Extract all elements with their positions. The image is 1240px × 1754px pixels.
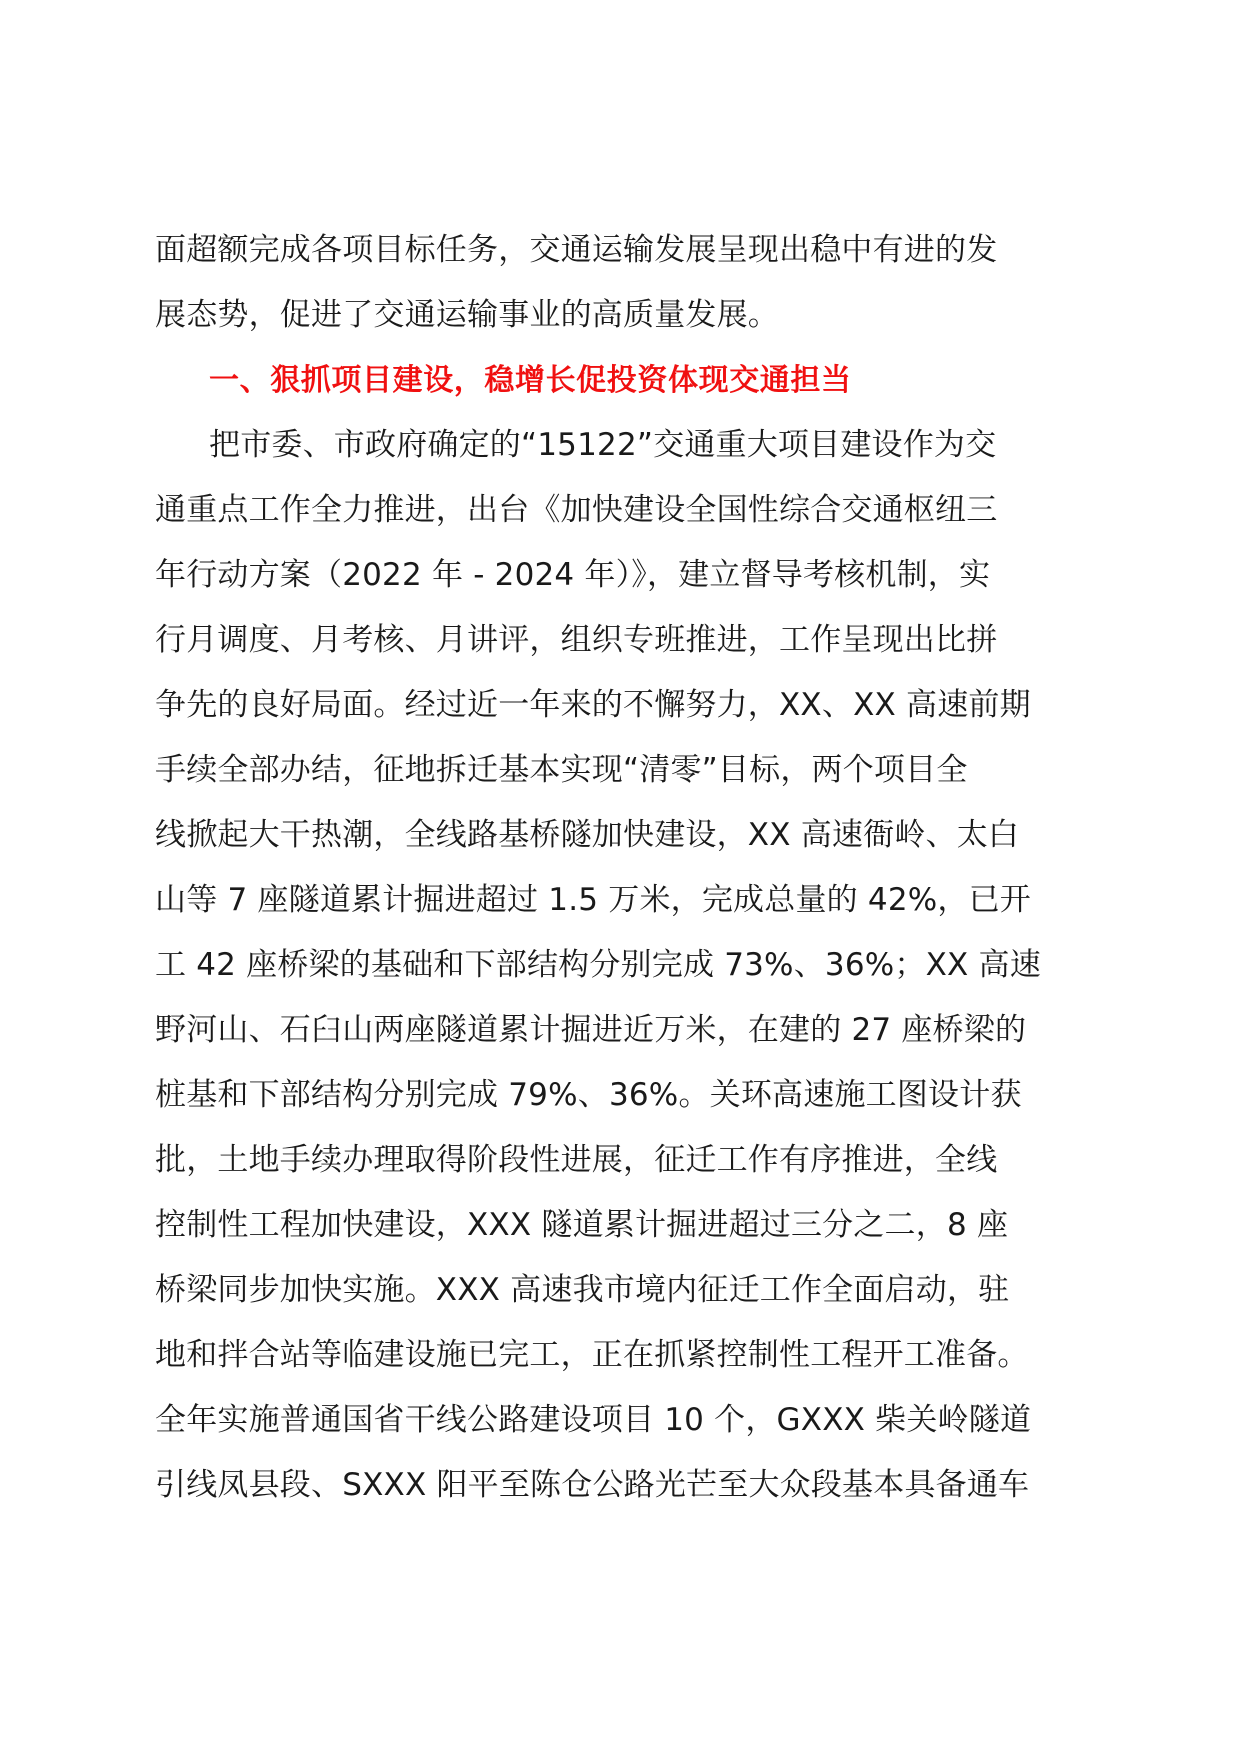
body-line-15: 地和拌合站等临建设施已完工，正在抓紧控制性工程开工准备。 [155,1337,1029,1373]
body-line-5: 争先的良好局面。经过近一年来的不懈努力，XX、XX 高速前期 [155,687,1031,723]
body-line-3: 年行动方案（2022 年 - 2024 年）》，建立督导考核机制，实 [155,557,991,593]
body-line-16: 全年实施普通国省干线公路建设项目 10 个，GXXX 柴关岭隧道 [155,1402,1032,1438]
intro-line-1: 面超额完成各项目标任务，交通运输发展呈现出稳中有进的发 [155,232,998,268]
body-line-17: 引线凤县段、SXXX 阳平至陈仓公路光芒至大众段基本具备通车 [155,1467,1030,1503]
body-line-10: 野河山、石臼山两座隧道累计掘进近万米，在建的 27 座桥梁的 [155,1012,1027,1048]
body-line-2: 通重点工作全力推进，出台《加快建设全国性综合交通枢纽三 [155,492,998,528]
body-line-9: 工 42 座桥梁的基础和下部结构分别完成 73%、36%；XX 高速 [155,947,1041,983]
intro-line-2: 展态势，促进了交通运输事业的高质量发展。 [155,297,779,333]
body-line-11: 桩基和下部结构分别完成 79%、36%。关环高速施工图设计获 [155,1077,1022,1113]
body-line-12: 批，土地手续办理取得阶段性进展，征迁工作有序推进，全线 [155,1142,998,1178]
body-line-1: 把市委、市政府确定的“15122”交通重大项目建设作为交 [209,427,997,463]
body-line-4: 行月调度、月考核、月讲评，组织专班推进，工作呈现出比拼 [155,622,998,658]
body-line-14: 桥梁同步加快实施。XXX 高速我市境内征迁工作全面启动，驻 [155,1272,1010,1308]
body-line-7: 线掀起大干热潮，全线路基桥隧加快建设，XX 高速衙岭、太白 [155,817,1020,853]
body-line-8: 山等 7 座隧道累计掘进超过 1.5 万米，完成总量的 42%，已开 [155,882,1031,918]
section-heading: 一、狠抓项目建设，稳增长促投资体现交通担当 [209,363,852,398]
body-line-13: 控制性工程加快建设，XXX 隧道累计掘进超过三分之二，8 座 [155,1207,1009,1243]
document-body [155,218,1095,1518]
body-line-6: 手续全部办结，征地拆迁基本实现“清零”目标，两个项目全 [155,752,968,788]
